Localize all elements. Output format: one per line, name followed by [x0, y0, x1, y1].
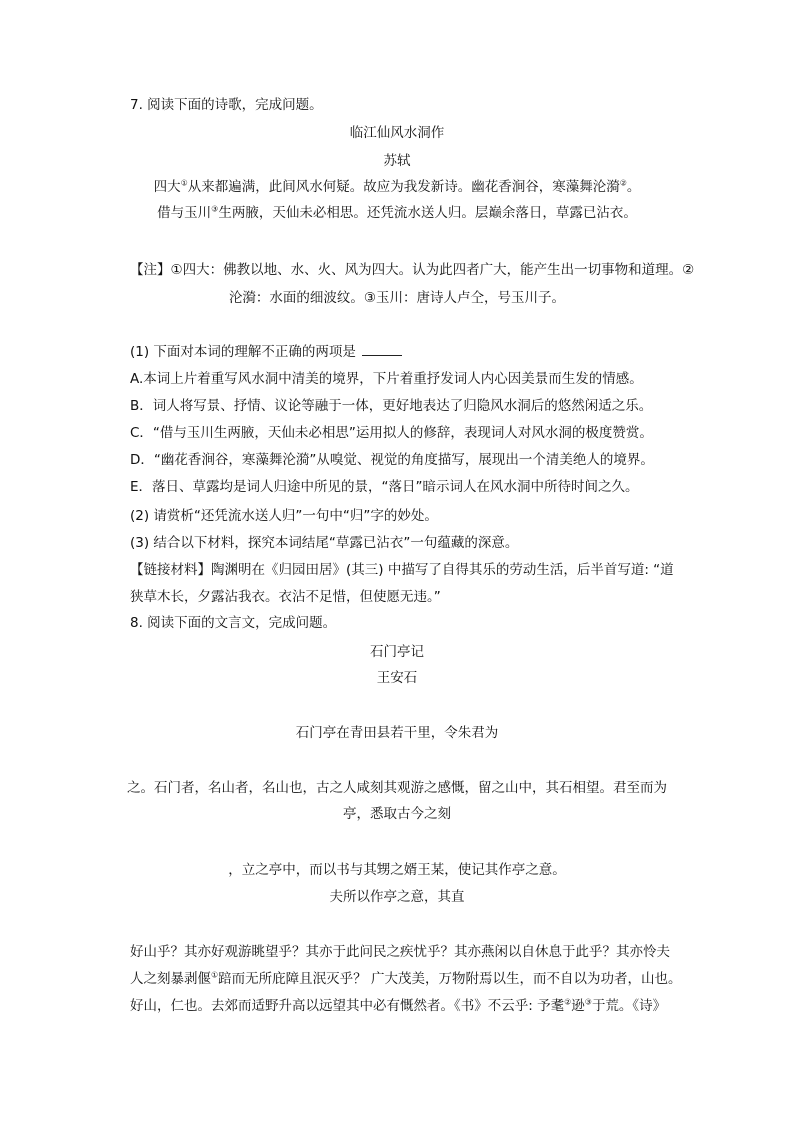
q7-heading: 7. 阅读下面的诗歌，完成问题。: [130, 97, 323, 113]
q8-heading: 8. 阅读下面的文言文，完成问题。: [130, 615, 337, 631]
sub-question-1: (1) 下面对本词的理解不正确的两项是: [130, 343, 402, 361]
essay-line-7: 人之刻暴剥偃①踣而无所庇障且泯灭乎？ 广大茂美，万物附焉以生，而不自以为功者，山也。: [130, 970, 682, 987]
sub-question-2: (2) 请赏析“还凭流水送人归”一句中“归”字的妙处。: [130, 508, 438, 524]
link-material-2: 狭草木长，夕露沾我衣。衣沾不足惜，但使愿无违。”: [130, 589, 441, 605]
sub-question-3: (3) 结合以下材料，探究本词结尾“草露已沾衣”一句蕴藏的深意。: [130, 535, 519, 551]
poem-line-2: 借与玉川③生两腋，天仙未必相思。还凭流水送人归。层巅余落日，草露已沾衣。: [157, 204, 637, 221]
link-material-1: 【链接材料】陶渊明在《归园田居》(其三) 中描写了自得其乐的劳动生活，后半首写道: “道: [130, 562, 674, 578]
option-e: E．落日、草露均是词人归途中所见的景，“落日”暗示词人在风水洞中所待时间之久。: [130, 479, 639, 495]
option-b: B．词人将写景、抒情、议论等融于一体，更好地表达了归隐风水洞后的悠然闲适之乐。: [130, 398, 653, 414]
essay-line-4: ，立之亭中，而以书与其甥之婿王某，使记其作亭之意。: [228, 862, 566, 878]
option-d: D．“幽花香涧谷，寒藻舞沦漪”从嗅觉、视觉的角度描写，展现出一个清美绝人的境界。: [130, 452, 654, 468]
poem-line-1: 四大①从来都遍满，此间风水何疑。故应为我发新诗。幽花香涧谷，寒藻舞沦漪②。: [153, 178, 641, 195]
note-line-1: 【注】①四大：佛教以地、水、火、风为四大。认为此四者广大，能产生出一切事物和道理。②: [130, 262, 695, 278]
answer-blank: [362, 343, 402, 356]
essay-line-8: 好山，仁也。去郊而适野升高以远望其中必有慨然者。《书》不云乎: 予耄②逊③于荒。《诗》: [130, 997, 667, 1014]
essay-line-2: 之。石门者，名山者，名山也，古之人咸刻其观游之感慨，留之山中，其石相望。君至而为: [127, 780, 667, 796]
option-a: A.本词上片着重写风水洞中清美的境界，下片着重抒发词人内心因美景而生发的情感。: [130, 371, 643, 387]
essay-title: 石门亭记: [370, 644, 424, 660]
poem-title: 临江仙风水洞作: [349, 125, 445, 141]
essay-line-6: 好山乎？其亦好观游眺望乎？其亦于此问民之疾忧乎？其亦燕闲以自休息于此乎？其亦怜夫: [130, 944, 670, 960]
poem-author: 苏轼: [383, 153, 411, 169]
essay-line-1: 石门亭在青田县若干里，令朱君为: [295, 725, 499, 741]
note-line-2: 沦漪：水面的细波纹。③玉川：唐诗人卢仝，号玉川子。: [228, 290, 566, 306]
option-c: C．“借与玉川生两腋，天仙未必相思”运用拟人的修辞，表现词人对风水洞的极度赞赏。: [130, 425, 653, 441]
essay-author: 王安石: [376, 670, 418, 686]
essay-line-3: 亭，悉取古今之刻: [343, 806, 451, 822]
essay-line-5: 夫所以作亭之意，其直: [329, 889, 465, 905]
